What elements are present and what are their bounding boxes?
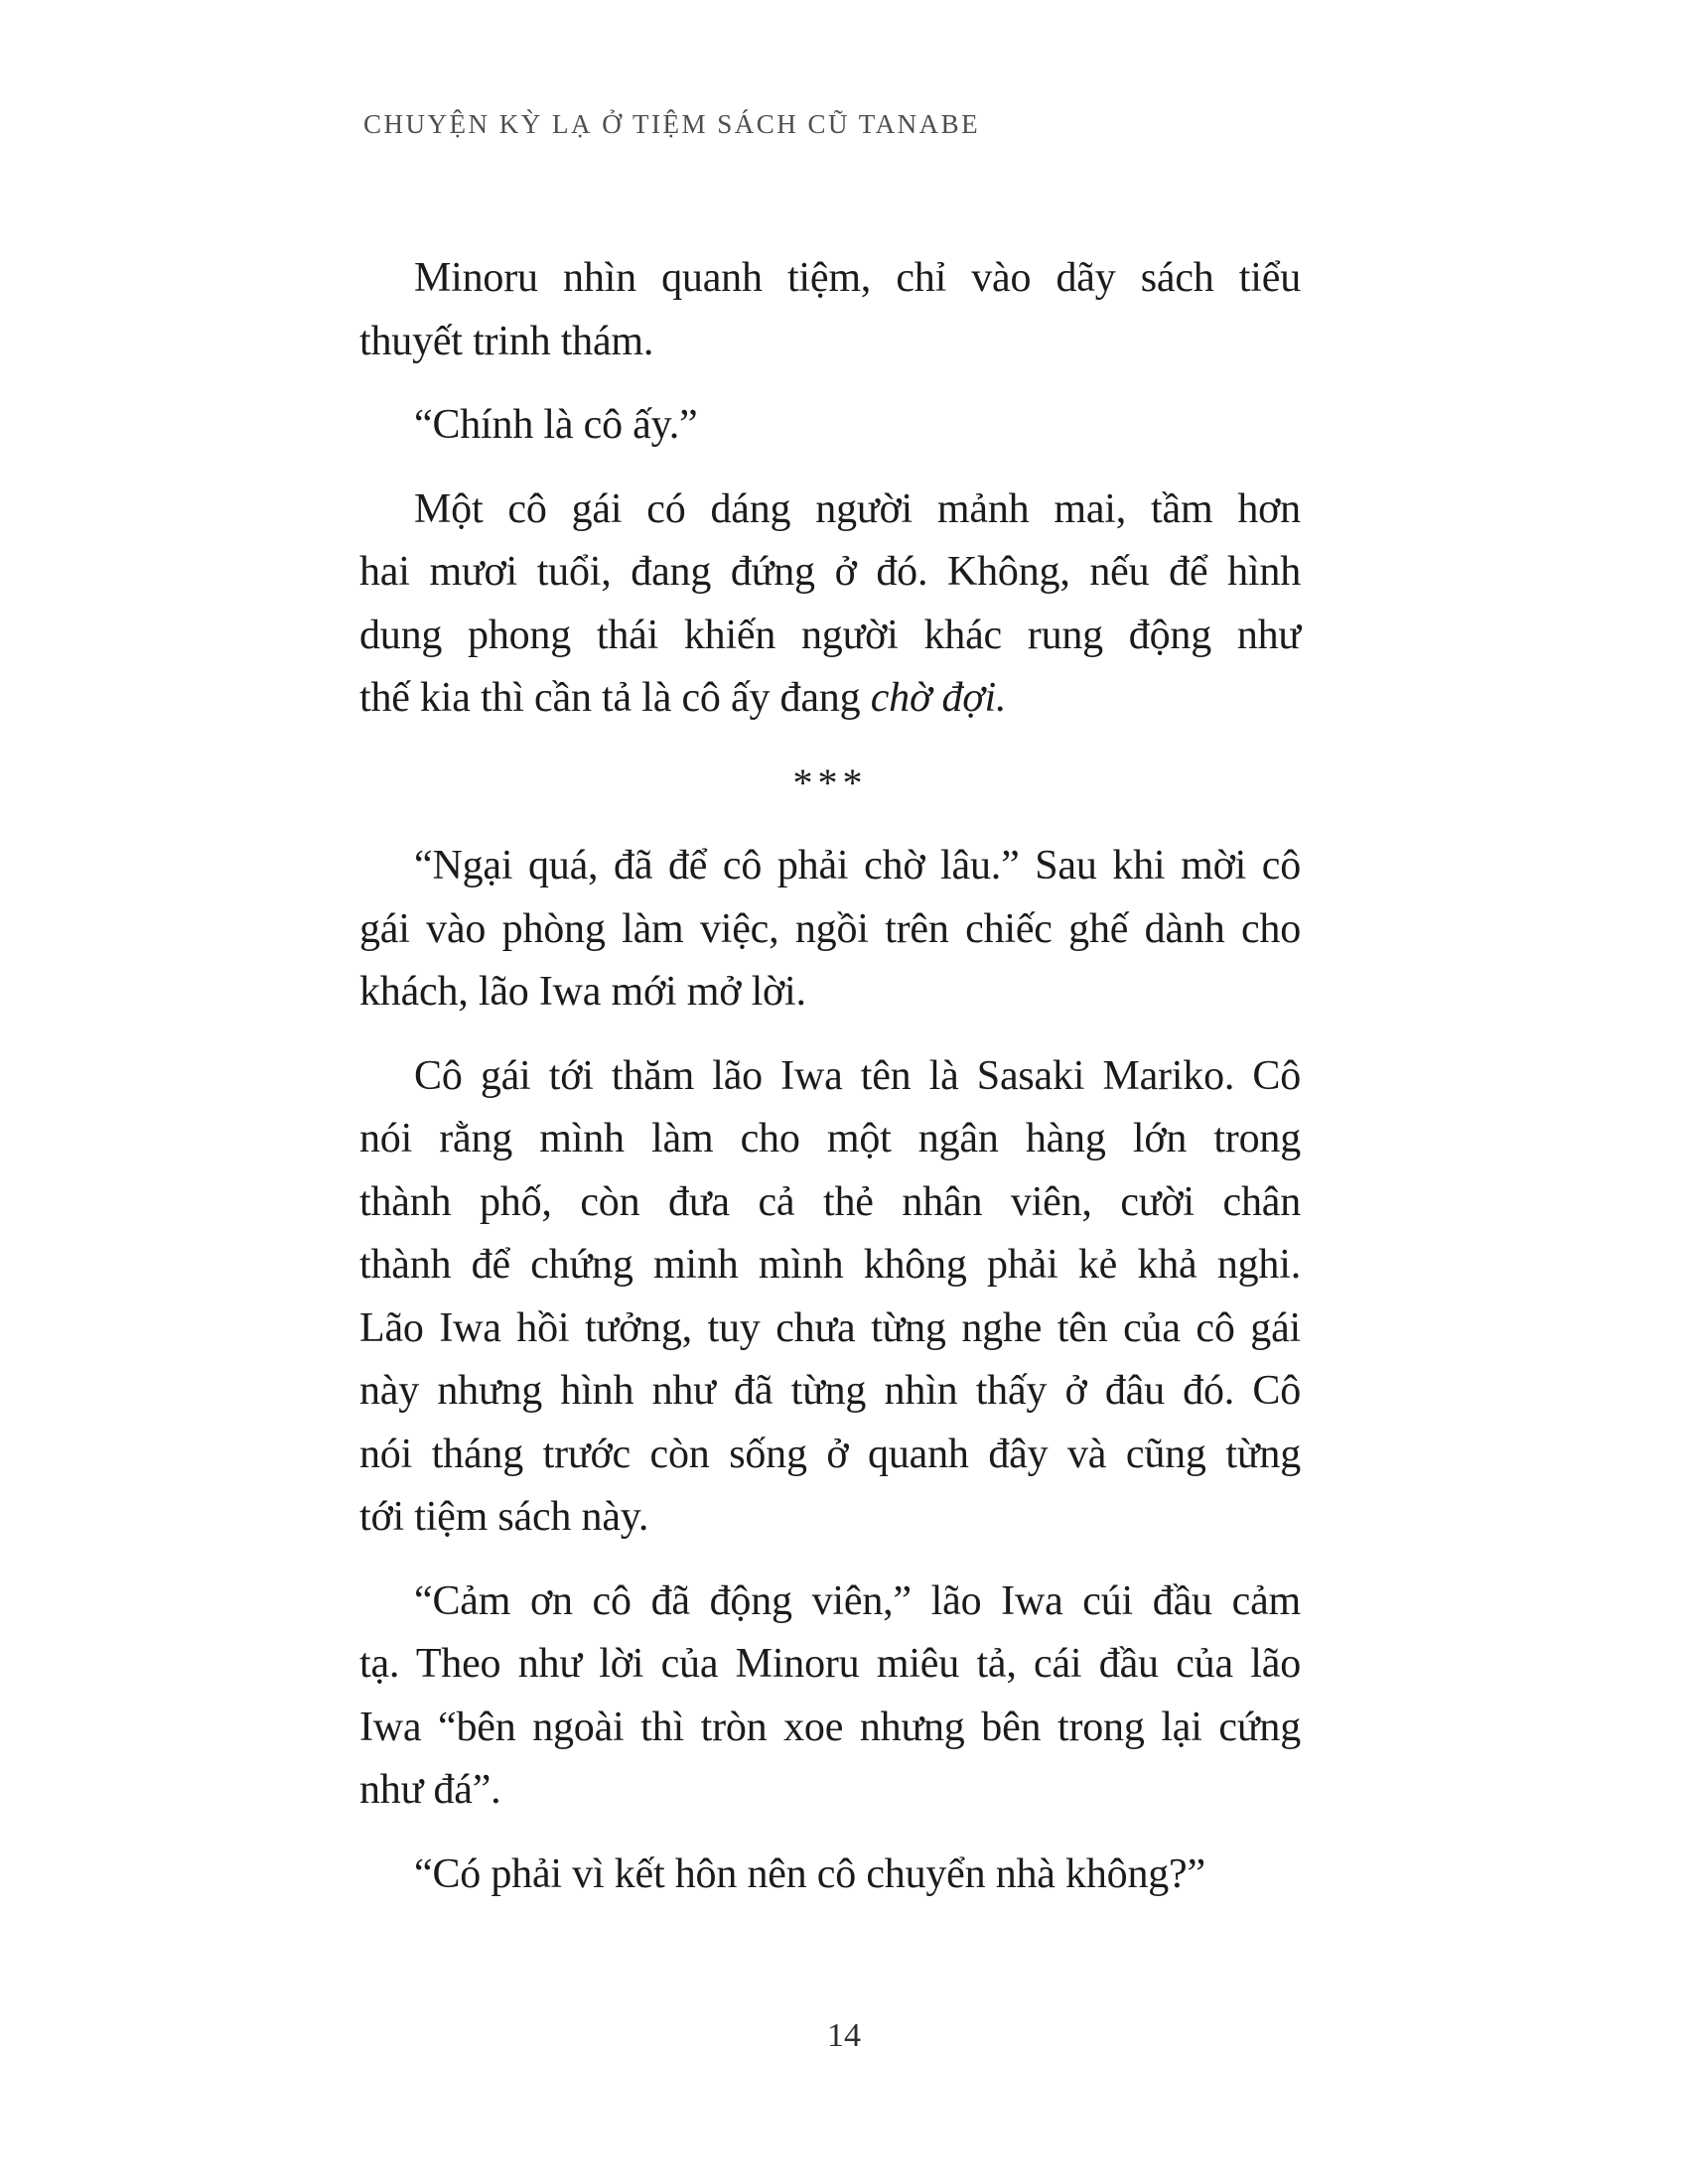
text-line <box>359 605 1301 668</box>
text-line <box>359 898 1301 962</box>
text-segment: gái vào phòng làm việc, ngồi trên chiếc ghế dành cho <box>359 905 1301 952</box>
text-segment: tới tiệm sách này. <box>359 1494 649 1540</box>
text-segment: như đá”. <box>359 1767 501 1813</box>
text-segment: hai mươi tuổi, đang đứng ở đó. Không, nếu để hình <box>359 549 1301 595</box>
paragraph <box>359 1570 1301 1823</box>
text-segment: Iwa “bên ngoài thì tròn xoe nhưng bên trong lại cứng <box>359 1704 1301 1750</box>
paragraph <box>359 1843 1301 1907</box>
page-number: 14 <box>827 2017 861 2054</box>
text-line <box>359 311 1301 374</box>
text-segment: “Có phải vì kết hôn nên cô chuyển nhà không?” <box>414 1850 1205 1897</box>
text-line <box>359 1486 1301 1550</box>
text-line <box>359 1108 1301 1171</box>
text-segment: thế kia thì cần tả là cô ấy đang <box>359 675 871 721</box>
text-segment: nói tháng trước còn sống ở quanh đây và cũng từng <box>359 1431 1301 1477</box>
text-line <box>359 1045 1301 1109</box>
italic-text: chờ đợi. <box>870 675 1007 721</box>
text-segment: “Cảm ơn cô đã động viên,” lão Iwa cúi đầu cảm <box>414 1577 1301 1624</box>
text-line <box>359 1843 1301 1907</box>
text-segment: “Ngại quá, đã để cô phải chờ lâu.” Sau khi mời cô <box>414 843 1301 888</box>
section-separator: *** <box>792 759 868 805</box>
text-line <box>359 1633 1301 1697</box>
text-segment: này nhưng hình như đã từng nhìn thấy ở đâu đó. Cô <box>359 1368 1301 1414</box>
text-segment: Lão Iwa hồi tưởng, tuy chưa từng nghe tên của cô gái <box>359 1304 1301 1351</box>
text-line <box>359 1360 1301 1424</box>
text-segment: khách, lão Iwa mới mở lời. <box>359 969 806 1015</box>
text-line <box>359 541 1301 605</box>
text-segment: thành để chứng minh mình không phải kẻ khả nghi. <box>359 1242 1301 1288</box>
paragraph <box>359 394 1301 458</box>
text-line <box>359 1171 1301 1235</box>
paragraph <box>359 478 1301 731</box>
paragraph <box>359 247 1301 373</box>
text-segment: dung phong thái khiến người khác rung động như <box>359 612 1301 658</box>
text-segment: Cô gái tới thăm lão Iwa tên là Sasaki Mariko. Cô <box>414 1052 1301 1099</box>
paragraph <box>359 835 1301 1024</box>
paragraph <box>359 1045 1301 1550</box>
text-segment: “Chính là cô ấy.” <box>414 402 698 448</box>
text-segment: nói rằng mình làm cho một ngân hàng lớn trong <box>359 1116 1301 1161</box>
text-line <box>359 835 1301 898</box>
text-line <box>359 961 1301 1024</box>
text-segment: Một cô gái có dáng người mảnh mai, tầm hơn <box>414 485 1301 532</box>
text-line <box>359 1234 1301 1297</box>
running-head: CHUYỆN KỲ LẠ Ở TIỆM SÁCH CŨ TANABE <box>363 109 981 139</box>
text-line <box>359 667 1301 731</box>
text-segment: tạ. Theo như lời của Minoru miêu tả, cái đầu của lão <box>359 1641 1301 1687</box>
text-line <box>359 394 1301 458</box>
text-line <box>359 1697 1301 1760</box>
text-segment: thành phố, còn đưa cả thẻ nhân viên, cười chân <box>359 1178 1301 1225</box>
text-line <box>359 1424 1301 1487</box>
text-line <box>359 1570 1301 1634</box>
text-segment: thuyết trinh thám. <box>359 318 654 364</box>
text-line <box>359 478 1301 542</box>
text-line <box>359 1759 1301 1823</box>
text-line <box>359 1297 1301 1361</box>
text-segment: Minoru nhìn quanh tiệm, chỉ vào dãy sách tiểu <box>414 255 1301 301</box>
body-text-block <box>359 247 1301 1927</box>
text-line <box>359 247 1301 311</box>
